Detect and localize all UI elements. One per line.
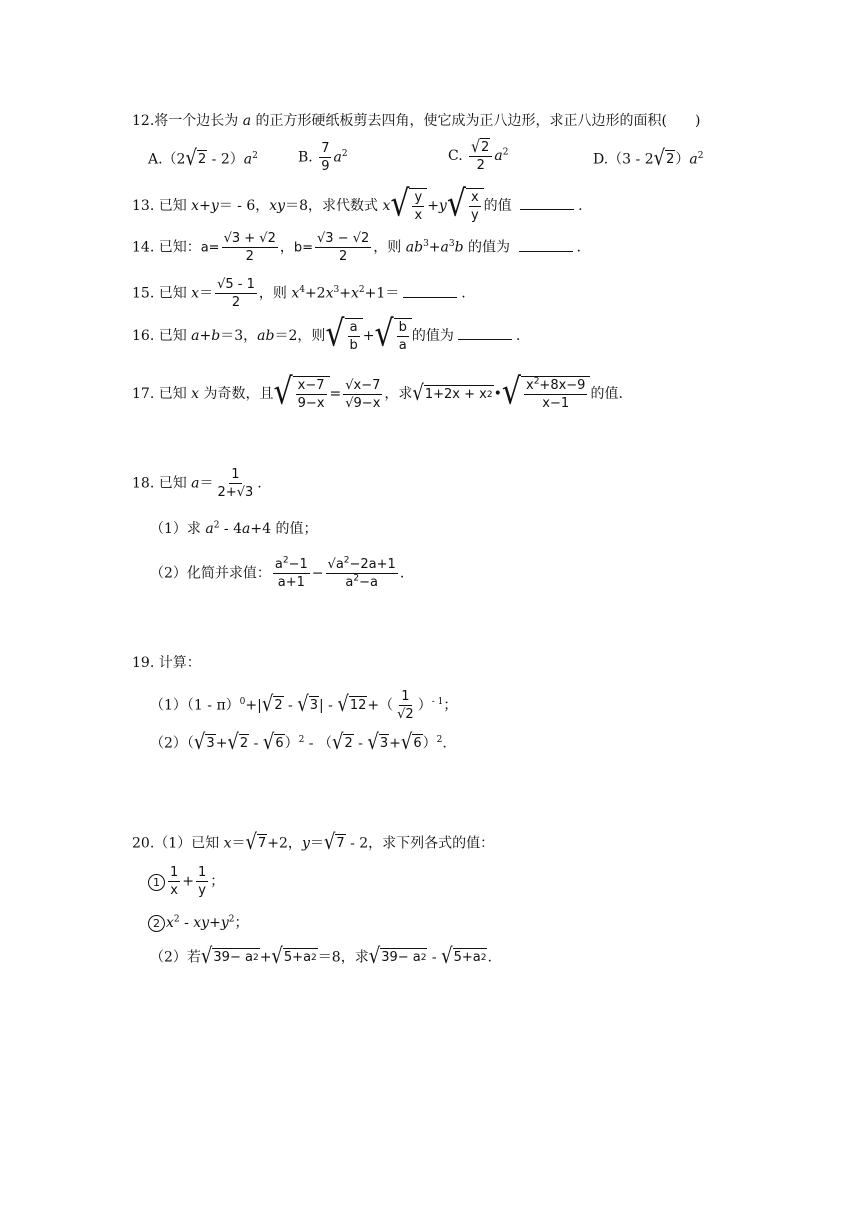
q18-part-1: （1）求 $a^2 - 4a+4$ 的值； (150, 520, 318, 537)
question-19: 19. 计算： (132, 655, 201, 671)
q12-stem: 12.将一个边长为 a 的正方形硬纸板剪去四角，使它成为正八边形，求正八边形的面积( ) (132, 113, 701, 129)
circled-1-icon: 1 (148, 874, 165, 891)
question-13: 13. 已知 x+y＝ - 6，xy＝8，求代数式 x √ $\frac{y}{x}$ +y √ $\frac{x}{y}$ 的值 . (132, 183, 583, 226)
q12-option-a: A.（2 √ 2 - $2)a^2$ (148, 145, 258, 171)
question-15: 15. 已知 x＝ $\frac{√5 - 1}{2}$ ，则 $x^4+2x^3+x^2+1=$ . (132, 277, 466, 310)
question-14: 14. 已知：a= $\frac{√3 + √2}{2}$ ，b= $\frac{√3 - √2}{2}$ ，则 $ab^3+a^3b$ 的值为 . (132, 231, 581, 264)
q12-option-c: C. √ 2 2 $a^2$ (448, 137, 509, 173)
q18-part-2: （2）化简并求值： $\frac{a^2-1}{a+1}$ − $\frac{√a^2-2a+1}{a^2-a}$ . (150, 555, 405, 590)
question-20: 20.（1）已知 x＝ √ 7 +2，y＝ √ 7 - 2，求下列各式的值： (132, 829, 495, 855)
question-12 (132, 112, 700, 130)
q20-item-2: 2 $x^2 - xy+y^2$； (148, 914, 248, 932)
question-18: 18. 已知 a＝ $\frac{1}{2+√3}$ . (132, 467, 262, 500)
q19-part-2: （2）（ √ 3 + √ 2 - √ 6 ）$^2$ - （ √ 2 - √ 3 + √ 6 ）$^2$. (150, 729, 447, 755)
q12-option-d: D.（3 - 2 √ 2 ）$a^2$ (593, 145, 704, 171)
question-17: 17. 已知 x 为奇数，且 √ $\frac{x-7}{9-x}$ = $\frac{√x-7}{√9-x}$ ，求 √ 1+2x + x 2 • √ $\frac{x^2+8x-9}{x-1}$ 的值. (132, 371, 623, 414)
q20-part-2: （2）若 √ 39− a 2 + √ 5+a 2 ＝8，求 √ 39− a 2 - √ 5+a 2 . (150, 943, 492, 969)
q12-option-b: B. $\frac{7}{9}$ $a^2$ (298, 141, 348, 174)
q19-part-1: （1）（1 - π）$^0$+| √ 2 - √ 3 | - √ 12 +（ $\frac{1}{√2}$ ）$^{- 1}$； (150, 689, 458, 722)
circled-2-icon: 2 (148, 915, 165, 932)
question-16: 16. 已知 a+b＝3，ab＝2，则 √ $\frac{a}{b}$ + √ $\frac{b}{a}$ 的值为 . (132, 313, 521, 356)
q20-item-1: 1 $\frac{1}{x}$ + $\frac{1}{y}$ ； (148, 864, 224, 899)
